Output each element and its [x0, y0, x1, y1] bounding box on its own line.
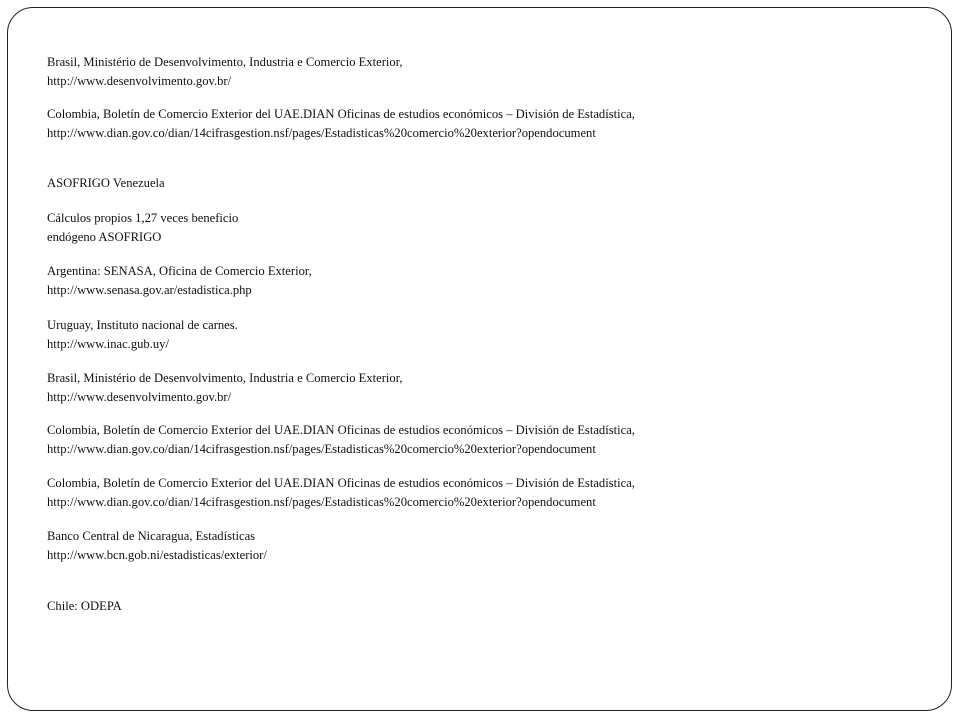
source-entry-argentina — [47, 262, 927, 300]
source-text: Colombia, Boletín de Comercio Exterior del UAE.DIAN Oficinas de estudios económicos – División de Estadística, — [47, 423, 635, 437]
source-entry-nicaragua — [47, 527, 927, 565]
source-entry-calculos — [47, 209, 927, 247]
source-text: Brasil, Ministério de Desenvolvimento, Industria e Comercio Exterior, — [47, 371, 403, 385]
source-entry-brasil-1 — [47, 53, 927, 91]
source-entry-colombia-3 — [47, 474, 927, 512]
source-text: endógeno ASOFRIGO — [47, 230, 162, 244]
source-entry-asofrigo — [47, 174, 927, 193]
source-url: http://www.dian.gov.co/dian/14cifrasgestion.nsf/pages/Estadisticas%20comercio%20exterior?opendocument — [47, 495, 596, 509]
source-text: ASOFRIGO Venezuela — [47, 176, 165, 190]
source-url: http://www.dian.gov.co/dian/14cifrasgestion.nsf/pages/Estadisticas%20comercio%20exterior?opendocument — [47, 126, 596, 140]
source-text: Banco Central de Nicaragua, Estadísticas — [47, 529, 256, 543]
source-url: http://www.bcn.gob.ni/estadisticas/exterior/ — [47, 548, 267, 562]
source-text: Colombia, Boletín de Comercio Exterior del UAE.DIAN Oficinas de estudios económicos – División de Estadística, — [47, 107, 635, 121]
source-url: http://www.desenvolvimento.gov.br/ — [47, 390, 232, 404]
source-url: http://www.desenvolvimento.gov.br/ — [47, 74, 232, 88]
source-url: http://www.senasa.gov.ar/estadistica.php — [47, 283, 252, 297]
source-text: Argentina: SENASA, Oficina de Comercio Exterior, — [47, 264, 312, 278]
source-text: Cálculos propios 1,27 veces beneficio — [47, 211, 239, 225]
source-entry-uruguay — [47, 316, 927, 354]
source-text: Brasil, Ministério de Desenvolvimento, Industria e Comercio Exterior, — [47, 55, 403, 69]
source-text: Chile: ODEPA — [47, 599, 122, 613]
source-entry-colombia-1 — [47, 105, 927, 143]
source-url: http://www.dian.gov.co/dian/14cifrasgestion.nsf/pages/Estadisticas%20comercio%20exterior?opendocument — [47, 442, 596, 456]
source-text: Uruguay, Instituto nacional de carnes. — [47, 318, 238, 332]
source-text: Colombia, Boletín de Comercio Exterior del UAE.DIAN Oficinas de estudios económicos – División de Estadística, — [47, 476, 635, 490]
source-entry-colombia-2 — [47, 421, 927, 459]
source-url: http://www.inac.gub.uy/ — [47, 337, 169, 351]
source-entry-chile — [47, 597, 927, 616]
source-entry-brasil-2 — [47, 369, 927, 407]
